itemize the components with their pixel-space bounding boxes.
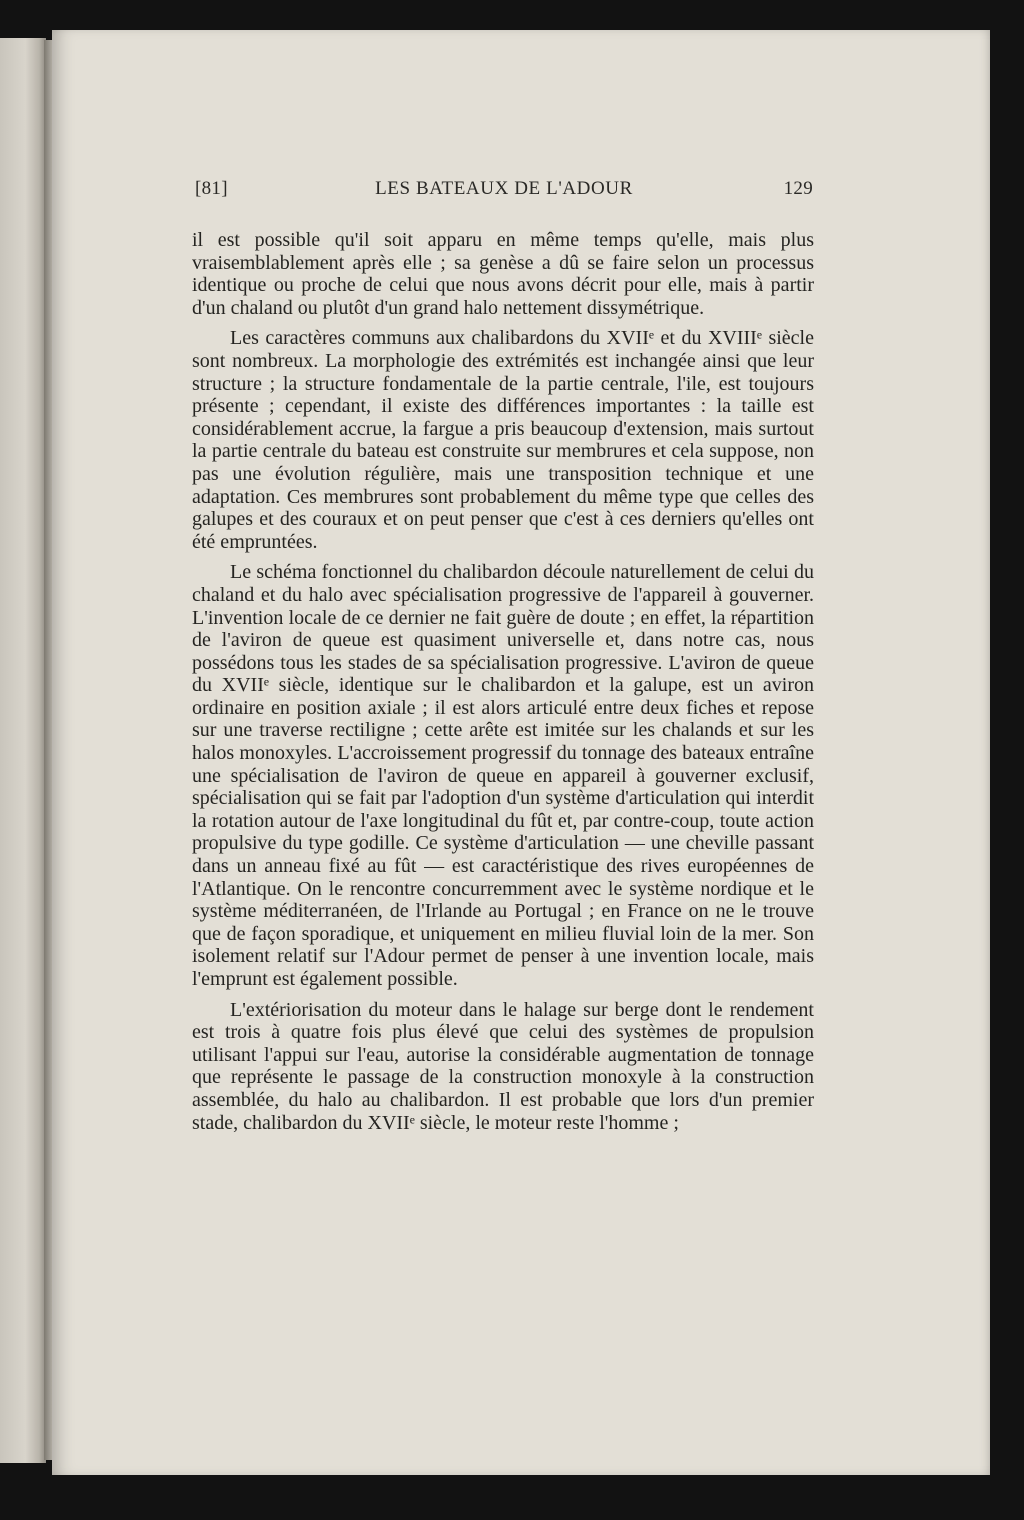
running-title: LES BATEAUX DE L'ADOUR	[375, 178, 633, 199]
paragraph-4: L'extériorisation du moteur dans le halage sur berge dont le rendement est trois à quatre fois plus élevé que celui des systèmes de propulsion utilisant l'appui sur l'eau, autorise la considérable augmentation de tonnage que représente le passage de la construction monoxyle à la construction assemblée, du halo au chalibardon. Il est probable que lors d'un premier stade, chalibardon du XVIIᵉ siècle, le moteur reste l'homme ;	[192, 998, 814, 1134]
bracketed-folio: [81]	[195, 178, 228, 199]
running-header	[195, 178, 813, 204]
paragraph-2: Les caractères communs aux chalibardons du XVIIᵉ et du XVIIIᵉ siècle sont nombreux. La morphologie des extrémités est inchangée ainsi que leur structure ; la structure fondamentale de la partie centrale, l'ile, est toujours présente ; cependant, il existe des différences importantes : la taille est considérablement accrue, la fargue a pris beaucoup d'extension, mais surtout la partie centrale du bateau est construite sur membrures et cela suppose, non pas une évolution régulière, mais une transposition technique et une adaptation. Ces membrures sont probablement du même type que celles des galupes et des couraux et on peut penser que c'est à ces derniers qu'elles ont été empruntées.	[192, 327, 814, 553]
facing-page-edge	[0, 38, 46, 1463]
page-number: 129	[783, 178, 813, 199]
paragraph-1: il est possible qu'il soit apparu en même temps qu'elle, mais plus vraisemblablement après elle ; sa genèse a dû se faire selon un processus identique ou proche de celui que nous avons décrit pour elle, mais à partir d'un chaland ou plutôt d'un grand halo nettement dissymétrique.	[192, 229, 814, 319]
body-text	[192, 229, 814, 1134]
paragraph-3: Le schéma fonctionnel du chalibardon découle naturellement de celui du chaland et du halo avec spécialisation progressive de l'appareil à gouverner. L'invention locale de ce dernier ne fait guère de doute ; en effet, la répartition de l'aviron de queue est quasiment universelle et, dans notre cas, nous possédons tous les stades de sa spécialisation progressive. L'aviron de queue du XVIIᵉ siècle, identique sur le chalibardon et la galupe, est un aviron ordinaire en position axiale ; il est alors articulé entre deux fiches et repose sur une traverse rectiligne ; cette arête est imitée sur les chalands et sur les halos monoxyles. L'accroissement progressif du tonnage des bateaux entraîne une spécialisation de l'aviron de queue en appareil à gouverner exclusif, spécialisation qui se fait par l'adoption d'un système d'articulation qui interdit la rotation autour de l'axe longitudinal du fût et, par contre-coup, toute action propulsive du type godille. Ce système d'articulation — une cheville passant dans un anneau fixé au fût — est caractéristique des rives européennes de l'Atlantique. On le rencontre concurremment avec le système nordique et le système méditerranéen, de l'Irlande au Portugal ; en France on ne le trouve que de façon sporadique, et uniquement en milieu fluvial loin de la mer. Son isolement relatif sur l'Adour permet de penser à une invention locale, mais l'emprunt est également possible.	[192, 561, 814, 990]
